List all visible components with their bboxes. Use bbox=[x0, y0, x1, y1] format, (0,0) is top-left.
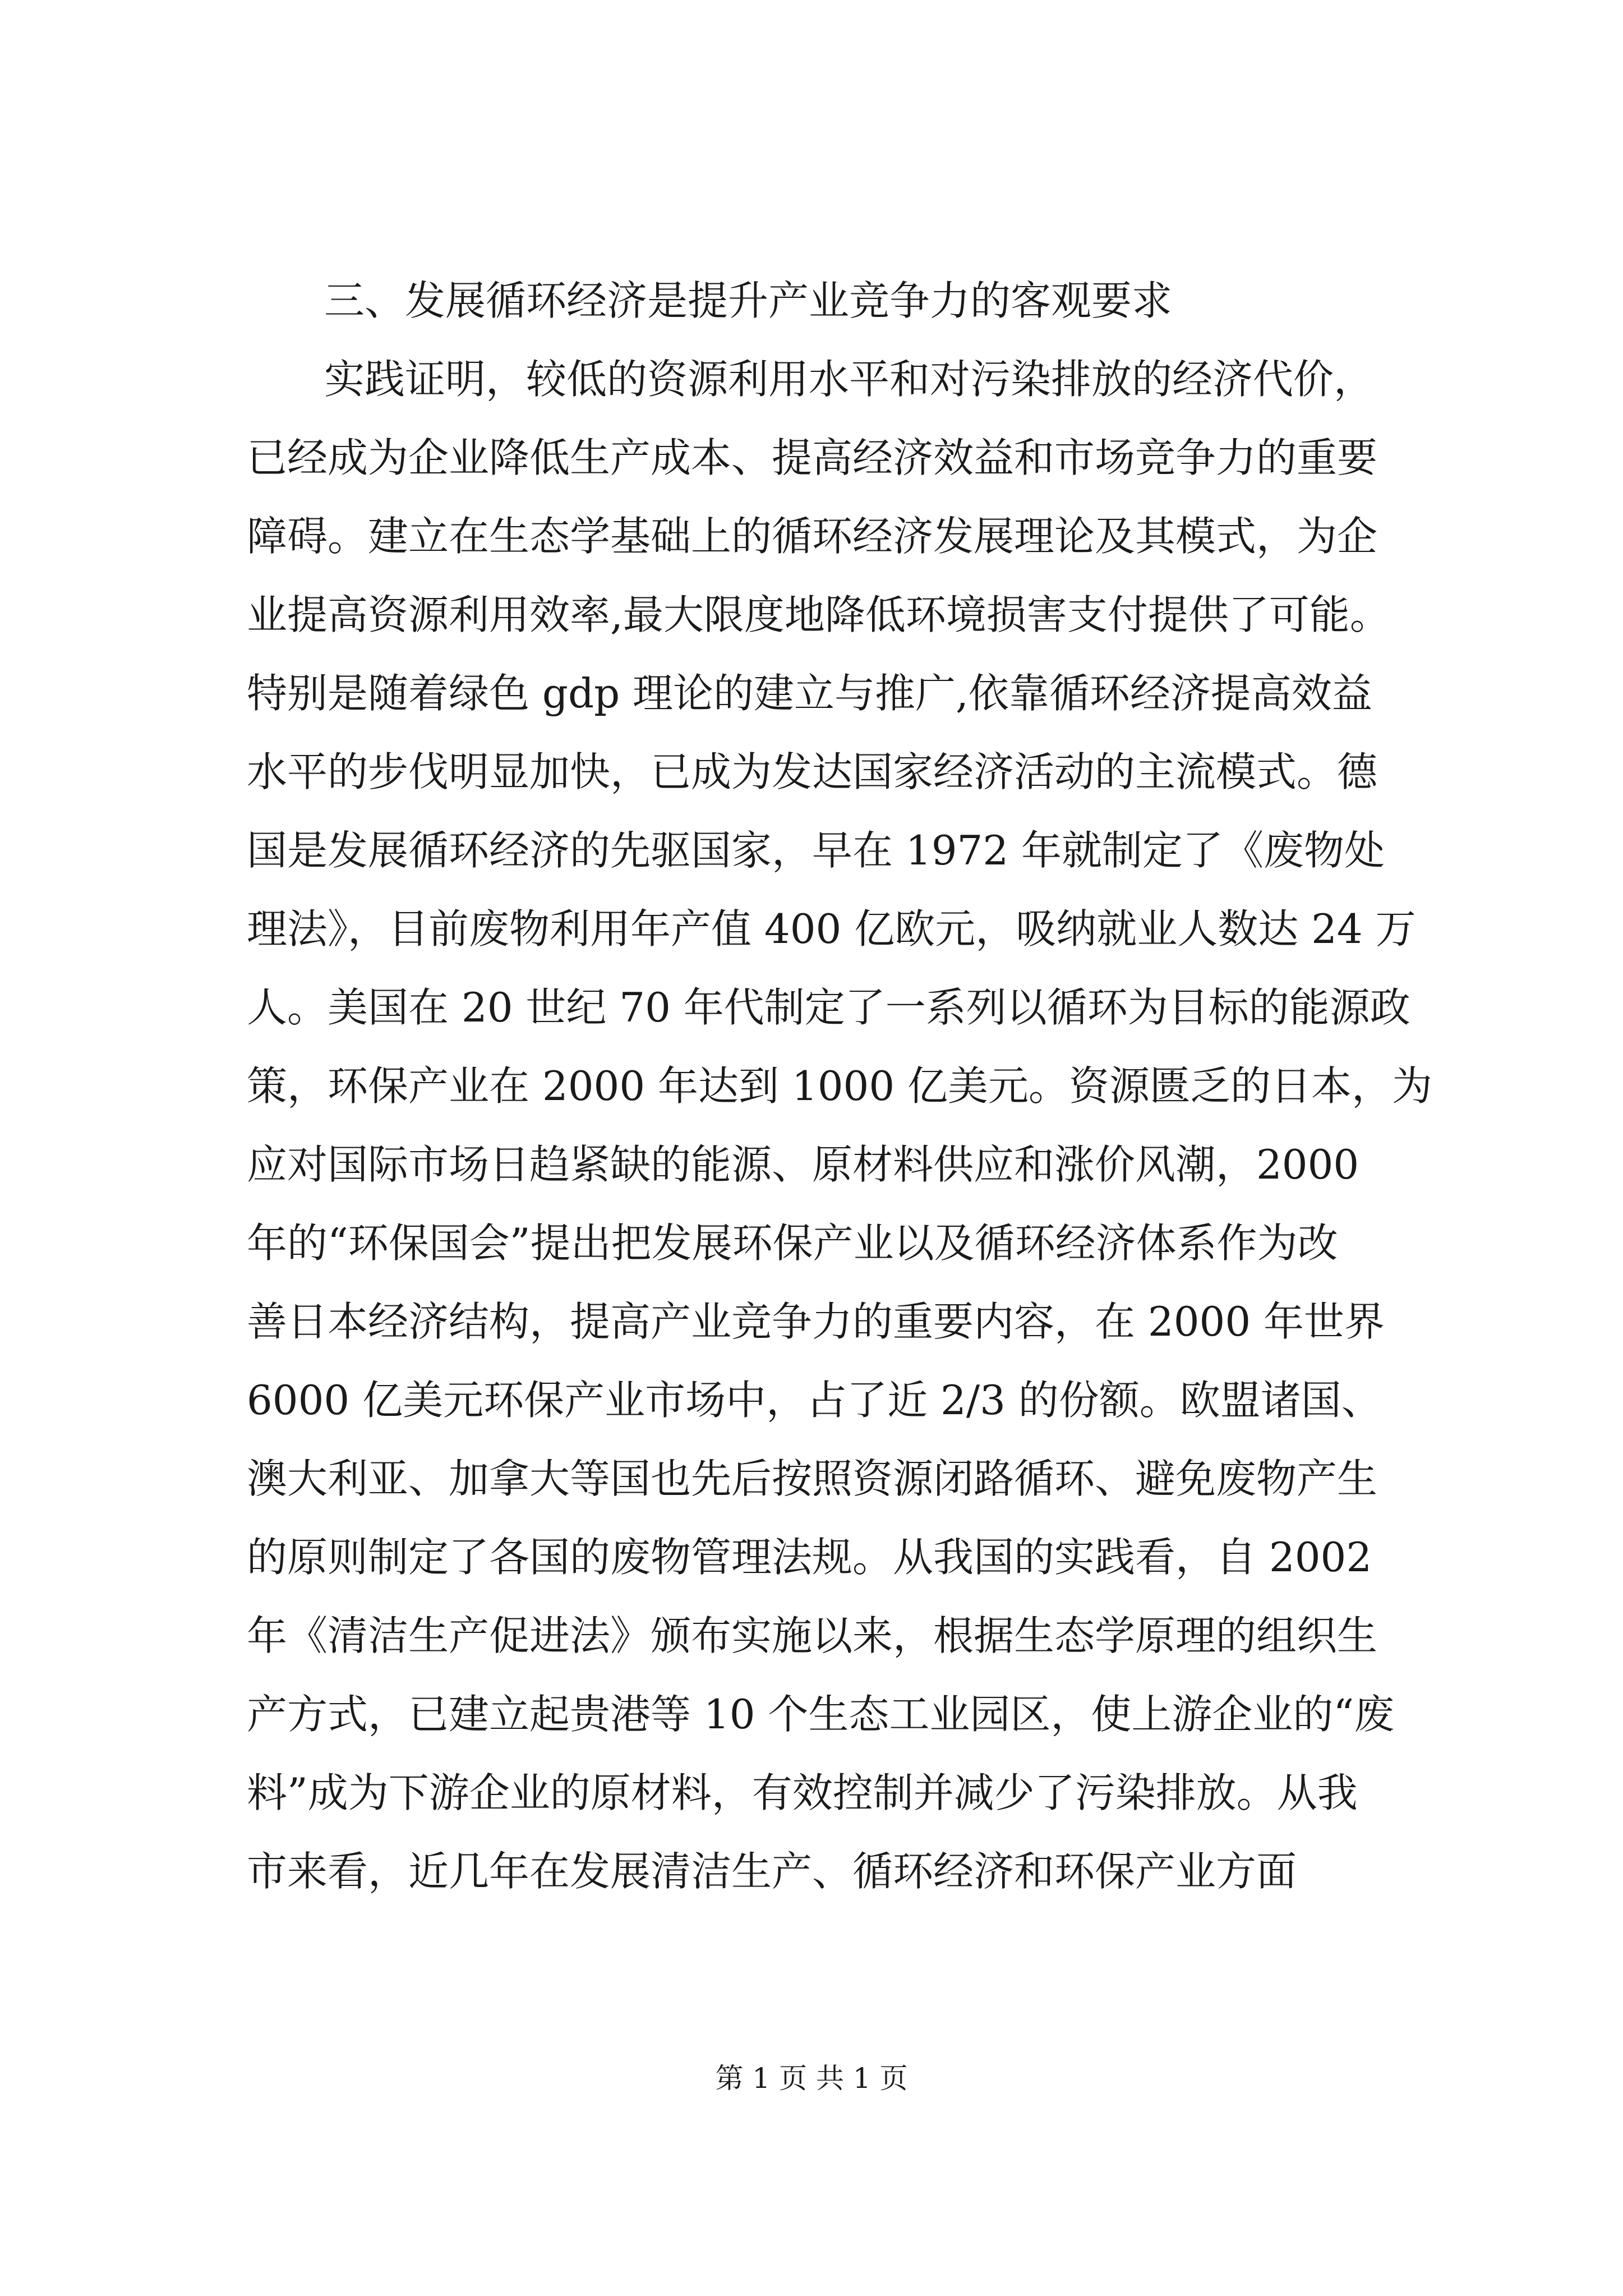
paragraph-line: 善日本经济结构，提高产业竞争力的重要内容，在 2000 年世界 bbox=[247, 1298, 1385, 1345]
paragraph-line: 的原则制定了各国的废物管理法规。从我国的实践看，自 2002 bbox=[247, 1534, 1372, 1581]
paragraph-line: 策，环保产业在 2000 年达到 1000 亿美元。资源匮乏的日本，为 bbox=[247, 1062, 1433, 1110]
paragraph-line: 障碍。建立在生态学基础上的循环经济发展理论及其模式，为企 bbox=[247, 513, 1378, 560]
paragraph-line: 业提高资源利用效率,最大限度地降低环境损害支付提供了可能。 bbox=[247, 591, 1390, 638]
paragraph-line: 6000 亿美元环保产业市场中，占了近 2/3 的份额。欧盟诸国、 bbox=[247, 1377, 1382, 1424]
paragraph-line: 水平的步伐明显加快，已成为发达国家经济活动的主流模式。德 bbox=[247, 748, 1378, 795]
paragraph-line: 料”成为下游企业的原材料，有效控制并减少了污染排放。从我 bbox=[247, 1769, 1358, 1816]
paragraph-line: 产方式，已建立起贵港等 10 个生态工业园区，使上游企业的“废 bbox=[247, 1691, 1395, 1738]
paragraph-line: 市来看，近几年在发展清洁生产、循环经济和环保产业方面 bbox=[247, 1848, 1297, 1895]
paragraph-line: 年《清洁生产促进法》颁布实施以来，根据生态学原理的组织生 bbox=[247, 1612, 1378, 1659]
paragraph-line: 已经成为企业降低生产成本、提高经济效益和市场竞争力的重要 bbox=[247, 434, 1378, 481]
paragraph-line: 澳大利亚、加拿大等国也先后按照资源闭路循环、避免废物产生 bbox=[247, 1455, 1378, 1502]
page-number-footer: 第 1 页 共 1 页 bbox=[715, 2062, 908, 2095]
section-heading: 三、发展循环经济是提升产业竞争力的客观要求 bbox=[324, 277, 1173, 324]
paragraph-line: 应对国际市场日趋紧缺的能源、原材料供应和涨价风潮，2000 bbox=[247, 1141, 1359, 1188]
paragraph-line: 年的“环保国会”提出把发展环保产业以及循环经济体系作为改 bbox=[247, 1220, 1338, 1267]
paragraph-line: 人。美国在 20 世纪 70 年代制定了一系列以循环为目标的能源政 bbox=[247, 984, 1410, 1031]
paragraph-line: 理法》，目前废物利用年产值 400 亿欧元，吸纳就业人数达 24 万 bbox=[247, 905, 1416, 953]
paragraph-line: 特别是随着绿色 gdp 理论的建立与推广,依靠循环经济提高效益 bbox=[247, 670, 1372, 717]
paragraph-line: 国是发展循环经济的先驱国家，早在 1972 年就制定了《废物处 bbox=[247, 827, 1385, 874]
paragraph-line: 实践证明，较低的资源利用水平和对污染排放的经济代价， bbox=[324, 356, 1375, 403]
